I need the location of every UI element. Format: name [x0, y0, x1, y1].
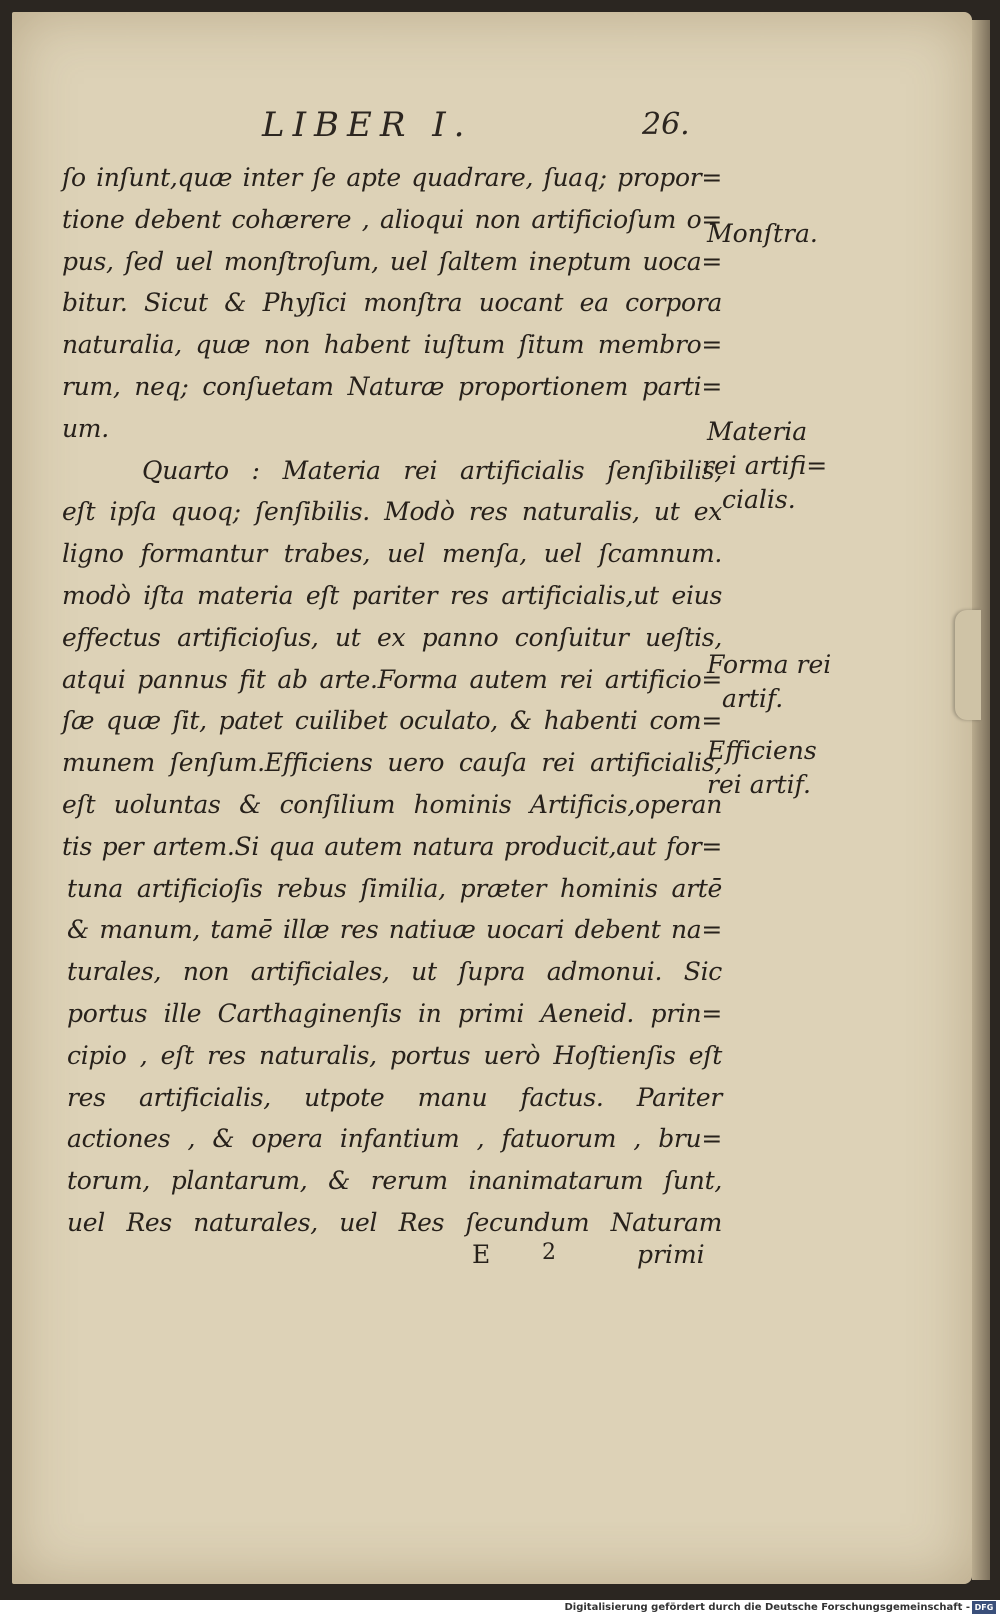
marginal-note-line: cialis. [722, 485, 796, 514]
text-line: pus, ſed uel monſtroſum, uel ſaltem ineptum uoca= [62, 246, 722, 276]
text-line: tuna artificioſis rebus ſimilia, præter hominis artē [67, 873, 722, 903]
marginal-note-materia [702, 415, 827, 517]
marginal-note-line: Forma rei [707, 650, 832, 679]
text-line: cipio , eſt res naturalis, portus uerò Hoſtienſis eſt [67, 1040, 722, 1070]
text-line: atqui pannus fit ab arte.Forma autem rei artificio= [62, 664, 722, 694]
signature-mark: E [472, 1240, 491, 1269]
text-line: ſo inſunt,quæ inter ſe apte quadrare, ſuaq; propor= [62, 163, 722, 192]
marginal-note-forma [707, 648, 831, 716]
running-head-title: LIBER I. [262, 105, 473, 145]
text-line: bitur. Sicut & Phyſici monſtra uocant ea corpora [62, 288, 722, 318]
text-line: eſt ipſa quoq; ſenſibilis. Modò res naturalis, ut ex [62, 497, 722, 527]
catchline [12, 1240, 972, 1280]
text-line: portus ille Carthaginenſis in primi Aeneid. prin= [67, 998, 722, 1028]
text-line: tione debent cohærere , alioqui non artificioſum o= [62, 204, 722, 234]
text-line: & manum, tamē illæ res natiuæ uocari debent na= [67, 915, 722, 945]
text-line: tis per artem.Si qua autem natura producit,aut for= [62, 831, 722, 861]
signature-number: 2 [542, 1240, 556, 1265]
text-line: res artificialis, utpote manu factus. Pariter [67, 1082, 722, 1112]
text-line: naturalia, quæ non habent iuſtum ſitum membro= [62, 330, 722, 360]
marginal-note-monstra [707, 217, 818, 251]
text-line: effectus artificioſus, ut ex panno conſuitur ueſtis, [62, 622, 722, 652]
text-line-paragraph-start: Quarto : Materia rei artificialis ſenſibilis, [142, 455, 722, 485]
marginal-note-line: Monſtra. [707, 219, 818, 248]
footer-bar [0, 1600, 1000, 1615]
dfg-logo: DFG [972, 1601, 996, 1614]
text-line: um. [62, 413, 109, 443]
book-page [12, 12, 972, 1584]
text-line: ligno formantur trabes, uel menſa, uel ſcamnum. [62, 539, 722, 569]
catchword: primi [637, 1240, 705, 1269]
main-text [62, 157, 722, 1244]
marginal-note-efficiens [707, 734, 817, 802]
page-edge [972, 20, 990, 1580]
text-line: rum, neq; conſuetam Naturæ proportionem parti= [62, 371, 722, 401]
text-line: actiones , & opera infantium , fatuorum , bru= [67, 1124, 722, 1154]
marginal-note-line: Materia [707, 417, 808, 446]
text-line: eſt uoluntas & conſilium hominis Artificis,operan [62, 789, 722, 819]
text-line: turales, non artificiales, ut ſupra admonui. Sic [67, 957, 722, 987]
footer-credit: Digitalisierung gefördert durch die Deutsche Forschungsgemeinschaft - [564, 1602, 970, 1613]
text-line: uel Res naturales, uel Res ſecundum Naturam [67, 1207, 722, 1237]
running-head [12, 105, 972, 155]
text-line: ſæ quæ ſit, patet cuilibet oculato, & habenti com= [62, 706, 722, 736]
marginal-note-line: rei artif. [707, 770, 811, 799]
marginal-note-line: Efficiens [707, 736, 817, 765]
marginal-note-line: artif. [722, 684, 784, 713]
page-tab-notch [955, 610, 981, 720]
text-line: munem ſenſum.Efficiens uero cauſa rei artificialis, [62, 748, 722, 778]
marginal-note-line: rei artifi= [702, 451, 828, 480]
text-line: torum, plantarum, & rerum inanimatarum ſunt, [67, 1166, 722, 1196]
text-line: modò iſta materia eſt pariter res artificialis,ut eius [62, 580, 722, 610]
page-number: 26. [642, 107, 690, 142]
